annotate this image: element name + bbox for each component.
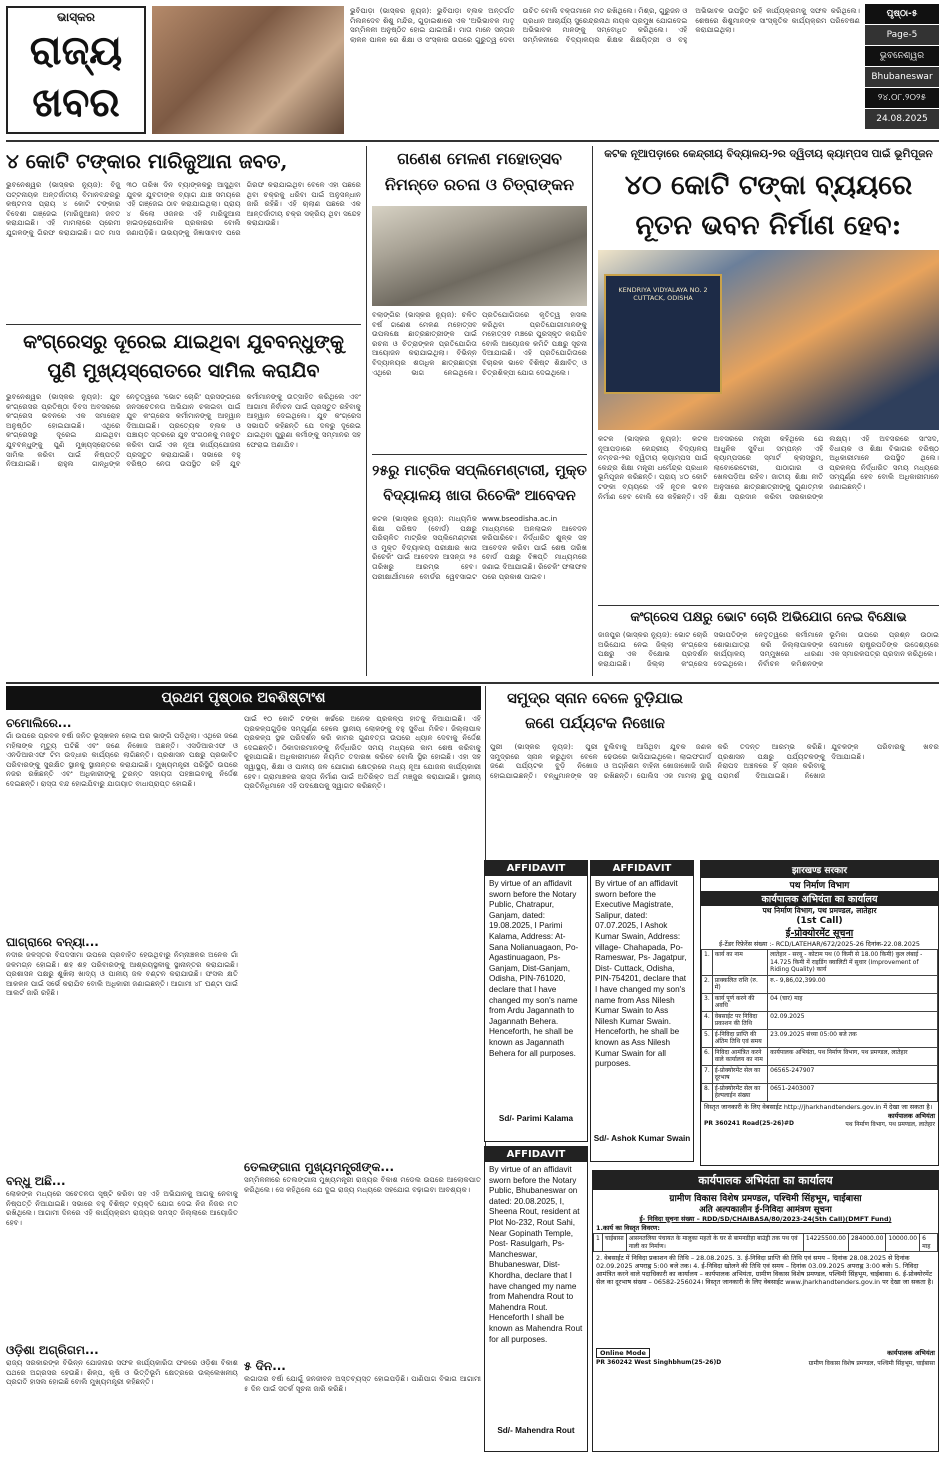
divider [6, 324, 361, 325]
tender-notice-chaibasa [592, 1170, 939, 1452]
table-cell: प्राक्कलित राशि (रु. में) [712, 975, 767, 993]
table-cell: 1. [702, 950, 713, 976]
plaque-line2: CUTTACK, ODISHA [633, 294, 693, 302]
continued-section-banner: ପ୍ରଥମ ପୃଷ୍ଠାର ଅବଶିଷ୍ଟାଂଶ [6, 686, 481, 710]
kv-kicker: କଟକ ନୂଆପଡ଼ାରେ କେନ୍ଦ୍ରୀୟ ବିଦ୍ୟାଳୟ-୨ର ଦ୍ୱିତୀୟ କ୍ୟାମ୍ପସ ପାଇଁ ଭୂମିପୂଜନ [604, 148, 933, 160]
tender2-details-table [593, 1233, 938, 1252]
tourist-missing-headline: ସମୁଦ୍ର ସ୍ନାନ ବେଳେ ବୁଡ଼ିଯାଇ ଜଣେ ପର୍ଯ୍ୟଟକ ନିଖୋଜ [507, 689, 683, 732]
kv-building-headline: ୪୦ କୋଟି ଟଙ୍କା ବ୍ୟୟରେ ନୂତନ ଭବନ ନିର୍ମାଣ ହେବ: [624, 170, 913, 241]
section-divider [6, 682, 939, 684]
table-cell: 02.09.2025 [768, 1011, 938, 1029]
continued-projects-body: ପାଇଁ ୧୦ କୋଟି ଟଙ୍କା ଖର୍ଚ୍ଚରେ ଅନେକ ପ୍ରକଳ୍ପ ହାତକୁ ନିଆଯାଇଛି। ଏହି ପ୍ରକଳ୍ପଗୁଡ଼ିକ ସମ୍ପୂର୍ଣ୍ଣ ହେଲେ ସ୍ଥାନୀୟ ଲୋକଙ୍କୁ ବହୁ ସୁବିଧା ମିଳିବ। ଜିଲ୍ଲାପାଳ ପ୍ରକଳ୍ପ ସ୍ଥଳ ପରିଦର୍ଶନ କରି କାମର ଗୁଣବତ୍ତା ଉପରେ ଧ୍ୟାନ ଦେବାକୁ ନିର୍ଦ୍ଦେଶ ଦେଇଛନ୍ତି। ଠିକାଦାରମାନଙ୍କୁ ନିର୍ଦ୍ଧାରିତ ସମୟ ମଧ୍ୟରେ କାମ ଶେଷ କରିବାକୁ କୁହାଯାଇଛି। ଅଧିକାରୀମାନେ ନିୟମିତ ତଦାରଖ କରିବେ ବୋଲି ସ୍ଥିର ହୋଇଛି। ଏହା ସହ ସ୍ୱାସ୍ଥ୍ୟ, ଶିକ୍ଷା ଓ ପାନୀୟ ଜଳ ଯୋଗାଣ କ୍ଷେତ୍ରରେ ମଧ୍ୟ ନୂଆ ଯୋଜନା କାର୍ଯ୍ୟକାରୀ ହେବ। ଗ୍ରାମାଞ୍ଚଳର ରାସ୍ତା ନିର୍ମାଣ ପାଇଁ ଅତିରିକ୍ତ ଅର୍ଥ ମଞ୍ଜୁର କରାଯାଇଛି। ସ୍ଥାନୀୟ ପ୍ରତିନିଧିମାନେ ଏହି ପଦକ୍ଷେପକୁ ସ୍ୱାଗତ କରିଛନ୍ତି। [244, 714, 481, 791]
table-row [702, 1083, 938, 1101]
table-cell: 6 माह [920, 1234, 938, 1252]
table-cell: ई-प्रोक्योरमेंट सेल का दूरभाष [712, 1065, 767, 1083]
affidavit-signature: Sd/- Parimi Kalama [498, 1114, 574, 1123]
continued-flood-title: ଘାଗ୍ରାରେ ବନ୍ୟା... [6, 935, 99, 949]
continued-friend-body: ଲୋକଙ୍କ ମଧ୍ୟରେ ସଚେତନତା ସୃଷ୍ଟି କରିବା ସହ ଏହି ଅଭିଯାନକୁ ଆଗକୁ ନେବାକୁ ନିଷ୍ପତ୍ତି ନିଆଯାଇଛି। ସଭାରେ ବହୁ ବିଶିଷ୍ଟ ବ୍ୟକ୍ତି ଯୋଗ ଦେଇ ନିଜ ନିଜର ମତ ରଖିଥିଲେ। ଆଗାମୀ ଦିନରେ ଏହି କାର୍ଯ୍ୟକ୍ରମ ରାଜ୍ୟର ସମସ୍ତ ଜିଲ୍ଲାରେ ଆୟୋଜିତ ହେବ। [6, 1189, 238, 1227]
table-cell: कार्य पूर्ण करने की अवधि [712, 993, 767, 1011]
table-cell: वेबसाईट पर निविदा प्रकाशन की तिथि [712, 1011, 767, 1029]
kv-groundbreaking-photo [598, 250, 939, 430]
table-cell: 5. [702, 1029, 713, 1047]
affidavit-signature: Sd/- Mahendra Rout [497, 1426, 575, 1435]
edition-date-en: 24.08.2025 [865, 109, 939, 130]
tender2-pr-number: PR 360242 West Singhbhum(25-26)D [596, 1359, 722, 1366]
table-cell: 04 (चार) माह [768, 993, 938, 1011]
table-row [702, 950, 938, 976]
matric-supplementary-headline: ୨୫ରୁ ମାଟ୍ରିକ ସପ୍ଲିମେଣ୍ଟାରୀ, ମୁକ୍ତ ବିଦ୍ୟାଳୟ ଖାତା ରିଚେକିଂ ଆବେଦନ [372, 462, 587, 504]
tender-call: (1st Call) [796, 916, 843, 926]
tourist-missing-body: ପୁରୀ (ଭାସ୍କର ନ୍ୟୁଜ): ପୁରୀ ସମୁଦ୍ରରେ ସ୍ନାନ କରୁଥିବା ବେଳେ ଜଣେ ପର୍ଯ୍ୟଟକ ବୁଡ଼ି ନିଖୋଜ ହୋଇଯାଇଛନ୍ତି। ବନ୍ଧୁମାନଙ୍କ ସହ ବୁଲିବାକୁ ଆସିଥିବା ଯୁବକ ଜଣକ ଢେଉରେ ଭାସିଯାଇଥିଲେ। ଲାଇଫଗାର୍ଡ ଓ ଅଗ୍ନିଶମ ବାହିନୀ ଖୋଜାଖୋଜି ଜାରି ରଖିଛନ୍ତି। ପୋଲିସ ଏକ ମାମଲା ରୁଜୁ କରି ତଦନ୍ତ ଆରମ୍ଭ କରିଛି। ପ୍ରଶାସନ ପକ୍ଷରୁ ପର୍ଯ୍ୟଟକଙ୍କୁ ନିରାପଦ ଅଞ୍ଚଳରେ ହିଁ ସ୍ନାନ କରିବାକୁ ପରାମର୍ଶ ଦିଆଯାଇଛି। ନିଖୋଜ ଯୁବକଙ୍କ ପରିବାରକୁ ଖବର ଦିଆଯାଇଛି। [490, 742, 939, 780]
logo-title-line2: ଖବର [32, 79, 120, 126]
continued-telangana-body: ସମ୍ମିଳନୀରେ ତେଲଙ୍ଗାନା ମୁଖ୍ୟମନ୍ତ୍ରୀ ରାଜ୍ୟର ବିକାଶ ମଡେଲ ଉପରେ ଆଲୋକପାତ କରିଥିଲେ। ସେ କହିଥିଲେ ଯେ ଦୁଇ ରାଜ୍ୟ ମଧ୍ୟରେ ସହଯୋଗ ବଢ଼ାଇବା ଆବଶ୍ୟକ। [244, 1175, 481, 1194]
tender-division: पथ निर्माण विभाग, पथ प्रमण्डल, लातेहार [762, 906, 877, 915]
table-cell: 3. [702, 993, 713, 1011]
table-cell: 4. [702, 1011, 713, 1029]
tender2-subtitle: 1.कार्य का विस्तृत विवरण: [596, 1224, 660, 1232]
logo-brand: ଭାସ୍କର [57, 10, 95, 24]
tender-footer: विस्तृत जानकारी के लिए वेबसाईट http://jharkhandtenders.gov.in में देखा जा सकता है। [704, 1102, 933, 1111]
tender2-signatory-office: ग्रामीण विकास विशेष प्रमण्डल, पश्चिमी सिंहभूम, चाईबासा [808, 1360, 935, 1367]
table-cell: चाईबासा [602, 1234, 626, 1252]
table-cell: 7. [702, 1065, 713, 1083]
youth-congress-body: ଭୁବନେଶ୍ୱର (ଭାସ୍କର ନ୍ୟୁଜ): ଯୁବ କଂଗ୍ରେସର ପ୍ରତିଷ୍ଠା ଦିବସ ଅବସରରେ କଂଗ୍ରେସ ଭବନରେ ଏକ ସମାରୋହ ଅନୁଷ୍ଠିତ ହୋଇଯାଇଛି। ଏଥିରେ କଂଗ୍ରେସରୁ ଦୂରେଇ ଯାଇଥିବା ଯୁବବନ୍ଧୁଙ୍କୁ ପୁଣି ମୁଖ୍ୟସ୍ରୋତରେ ସାମିଲ କରିବା ପାଇଁ ନିଷ୍ପତ୍ତି ନିଆଯାଇଛି। ରାହୁଲ ଗାନ୍ଧିଙ୍କ ନେତୃତ୍ୱରେ 'ଭୋଟ ଚୋରି' ପ୍ରସଙ୍ଗରେ ଜନସଚେତନତା ଅଭିଯାନ ଚଳାଇବା ପାଇଁ ଯୁବ କଂଗ୍ରେସ କର୍ମୀମାନଙ୍କୁ ଆହ୍ୱାନ ଦିଆଯାଇଛି। ପ୍ରତ୍ୟେକ ବ୍ଲକ ଓ ପଞ୍ଚାୟତ ସ୍ତରରେ ଯୁବ ସଂଗଠନକୁ ମଜବୁତ କରିବା ପାଇଁ ଏକ ନୂଆ କାର୍ଯ୍ୟଯୋଜନା ପ୍ରସ୍ତୁତ କରାଯାଇଛି। ସଭାରେ ବହୁ ବରିଷ୍ଠ ନେତା ଉପସ୍ଥିତ ରହି ଯୁବ କର୍ମୀମାନଙ୍କୁ ଉତ୍ସାହିତ କରିଥିଲେ ଏବଂ ଆଗାମୀ ନିର୍ବାଚନ ପାଇଁ ପ୍ରସ୍ତୁତ ରହିବାକୁ ଆହ୍ୱାନ ଦେଇଥିଲେ। ଯୁବ କଂଗ୍ରେସ ସଭାପତି କହିଛନ୍ତି ଯେ ଦଳରୁ ଦୂରେଇ ଯାଇଥିବା ପୁରୁଣା କର୍ମୀଙ୍କୁ ସମ୍ମାନର ସହ ଫେରାଇ ଅଣାଯିବ। [6, 392, 361, 469]
affidavit-box-3 [484, 1146, 588, 1452]
continued-column-left [6, 714, 238, 1452]
affidavit-text: By virtue of an affidavit sworn before the Notary Public, Chatrapur, Ganjam, dated: 19.08.2025, I Parimi Kalama, Address: At-Sana Nolianuagaon, Po-Agastinuagaon, Ps-Ganjam, Dist-Ganjam, Odisha, PIN-761020, declare that I have changed my son's name from Ardu Jagannath to Jagannath Behera. Henceforth, he shall be known as Jagannath Behera for all purposes. [489, 879, 579, 1058]
table-cell: ई-प्रोक्योरमेंट सेल का हेल्पलाईन संख्या [712, 1083, 767, 1101]
table-cell: कार्य का नाम [712, 950, 767, 976]
continued-odisha-title: ଓଡ଼ିଶା ଅଗ୍ରିଗମ... [6, 1343, 99, 1357]
affidavit-box-1 [484, 860, 588, 1142]
edition-date-or: ୨୪.୦୮.୨୦୨୫ [865, 88, 939, 109]
tender2-notes: 2. वेबसाईट में निविदा प्रकाशन की तिथि – 28.08.2025. 3. ई-निविदा प्राप्ति की तिथि एवं समय – दिनांक 28.08.2025 से दिनांक 02.09.2025 अपराह्न 5:00 बजे तक। 4. ई-निविदा खोलने की तिथि एवं समय – दिनांक 03.09.2025 अपराह्न 3:00 बजे। 5. निविदा आमंत्रित करने वाले पदाधिकारी का कार्यालय – कार्यपालक अभियंता, ग्रामीण विकास विशेष प्रमण्डल, पश्चिमी सिंहभूम, चाईबासा। 6. ई-प्रोक्योरमेंट सेल का दूरभाष संख्या – 06582-256024। विस्तृत जानकारी के लिए वेबसाईट www.jharkhandtenders.gov.in पर देखा जा सकता है। [596, 1254, 934, 1286]
table-row [702, 1047, 938, 1065]
table-cell: रु.- 9,86,02,399.00 [768, 975, 938, 993]
table-cell: कार्यपालक अभियंता, पथ निर्माण विभाग, पथ प्रमण्डल, लातेहार [768, 1047, 938, 1065]
continued-five-days-body: ଲଗାତାର ବର୍ଷା ଯୋଗୁଁ ଜନଜୀବନ ଅସ୍ତବ୍ୟସ୍ତ ହୋଇପଡ଼ିଛି। ପାଣିପାଗ ବିଭାଗ ଆଗାମୀ ୫ ଦିନ ପାଇଁ ସତର୍କ ସୂଚନା ଜାରି କରିଛି। [244, 1374, 481, 1393]
table-cell: आसनतलिया पंचायत के मालुका महतो के घर से बामनडीहा बाउंड्री तक पथ एवं नाली का निर्माण। [626, 1234, 803, 1252]
continued-column-right [244, 714, 481, 1452]
edition-city-en: Bhubaneswar [865, 67, 939, 88]
continued-chamoli-title: ଚମୋଲିରେ... [6, 716, 72, 730]
table-cell: 14225500.00 [803, 1234, 848, 1252]
affidavit-title: AFFIDAVIT [485, 1147, 587, 1162]
top-event-photo [152, 6, 344, 134]
tender-details-table [701, 949, 938, 1102]
divider [598, 605, 939, 606]
tender2-reference: ई- निविदा सूचना संख्या – RDD/SD/CHAIBASA/80/2023-24(5th Call)(DMFT Fund) [639, 1215, 892, 1223]
table-cell: 10000.00 [886, 1234, 920, 1252]
table-row [702, 1065, 938, 1083]
continued-five-days-title: ୫ ଦିନ... [244, 1359, 286, 1373]
marijuana-seizure-headline: ୪ କୋଟି ଟଙ୍କାର ମାରିଜୁଆନା ଜବତ, [6, 149, 288, 173]
column-divider [592, 146, 593, 676]
tender2-signatory: कार्यपालक अभियंता [887, 1349, 935, 1357]
continued-flood-body: ନଦୀର ଜଳସ୍ତର ବିପଦସୀମା ଉପରେ ପ୍ରବାହିତ ହେଉଥିବାରୁ ନିମ୍ନାଞ୍ଚଳର ଅନେକ ଗାଁ ଜଳମଗ୍ନ ହୋଇଛି। ଶହ ଶହ ପରିବାରଙ୍କୁ ଆଶ୍ରୟସ୍ଥଳୀକୁ ସ୍ଥାନାନ୍ତର କରାଯାଇଛି। ପ୍ରଶାସନ ପକ୍ଷରୁ ଶୁଖିଲା ଖାଦ୍ୟ ଓ ପାନୀୟ ଜଳ ବଣ୍ଟନ କରାଯାଉଛି। ଫସଲ କ୍ଷତି ଆକଳନ ପାଇଁ ସର୍ଭେ କରାଯିବ ବୋଲି ଅଧିକାରୀ ଜଣାଇଛନ୍ତି। ଆଗାମୀ ୪୮ ଘଣ୍ଟା ପାଇଁ ଆଲର୍ଟ ଜାରି ରହିଛି। [6, 950, 238, 998]
table-cell: 2. [702, 975, 713, 993]
affidavit-title: AFFIDAVIT [485, 861, 587, 876]
table-cell: निविदा आमंत्रित करने वाले कार्यालय का नाम [712, 1047, 767, 1065]
edition-city-or: ଭୁବନେଶ୍ୱର [865, 46, 939, 67]
continued-friend-title: ବନ୍ଧୁ ଅଛି... [6, 1174, 66, 1188]
ganesh-festival-body: ବଲାଙ୍ଗିର (ଭାସ୍କର ନ୍ୟୁଜ): ଚଳିତ ବର୍ଷ ଗଣେଶ ମେଳଣ ମହୋତ୍ସବ ଉପଲକ୍ଷେ ଛାତ୍ରଛାତ୍ରୀଙ୍କ ପାଇଁ ରଚନା ଓ ଚିତ୍ରାଙ୍କନ ପ୍ରତିଯୋଗିତା ଆୟୋଜନ କରାଯାଇଥିଲା। ବିଭିନ୍ନ ବିଦ୍ୟାଳୟର ଶତାଧିକ ଛାତ୍ରଛାତ୍ରୀ ଏଥିରେ ଭାଗ ନେଇଥିଲେ। ପ୍ରତିଯୋଗିତାରେ କୃତିତ୍ୱ ହାସଲ କରିଥିବା ପ୍ରତିଯୋଗୀମାନଙ୍କୁ ମହୋତ୍ସବ ମଞ୍ଚରେ ପୁରସ୍କୃତ କରାଯିବ ବୋଲି ଆୟୋଜକ କମିଟି ପକ୍ଷରୁ ସୂଚନା ଦିଆଯାଇଛି। ଏହି ପ୍ରତିଯୋଗିତାରେ ବିଚାରକ ଭାବେ ବିଶିଷ୍ଟ ଶିକ୍ଷାବିତ୍ ଓ ଚିତ୍ରଶିଳ୍ପୀ ଯୋଗ ଦେଇଥିଲେ। [372, 310, 587, 377]
column-divider [366, 146, 367, 676]
table-row [702, 975, 938, 993]
competition-photo [372, 206, 587, 306]
tender-notice-latehar [700, 860, 939, 1166]
tender2-office: कार्यपालक अभियंता का कार्यालय [593, 1171, 938, 1190]
table-cell: ई-निविदा प्राप्ति की अंतिम तिथि एवं समय [712, 1029, 767, 1047]
affidavit-text: By virtue of an affidavit sworn before the Notary Public, Bhubaneswar on dated: 20.08.2025, I, Sheena Rout, resident at Plot No-232, Rout Sahi, Near Gopinath Temple, Post- Rasulgarh, Ps- Mancheswar, Bhubaneswar, Dist- Khordha, declare that I have changed my name from Mahendra Rout to Mahendra Rout. Henceforth I shall be known as Mahendra Rout for all purposes. [489, 1165, 583, 1344]
affidavit-box-2 [590, 860, 694, 1162]
table-cell: 8. [702, 1083, 713, 1101]
tender-signatory-office: पथ निर्माण विभाग, पथ प्रमण्डल, लातेहार [845, 1120, 935, 1128]
tender-dept: पथ निर्माण विभाग [789, 881, 850, 891]
tender-pr-number: PR 360241 Road(25-26)#D [704, 1119, 795, 1127]
foundation-plaque [604, 274, 722, 394]
table-cell: 23.09.2025 संध्या 05:00 बजे तक [768, 1029, 938, 1047]
ganesh-festival-headline: ଗଣେଶ ମେଳଣ ମହୋତ୍ସବ ନିମନ୍ତେ ରଚନା ଓ ଚିତ୍ରାଙ୍କନ [384, 149, 575, 194]
table-row [594, 1234, 938, 1252]
vote-theft-protest-headline: କଂଗ୍ରେସ ପକ୍ଷରୁ ଭୋଟ ଚୋରି ଅଭିଯୋଗ ନେଇ ବିକ୍ଷୋଭ [630, 610, 907, 625]
tender-govt: झारखण्ड सरकार [701, 861, 938, 878]
affidavit-title: AFFIDAVIT [591, 861, 693, 876]
tender-notice-title: ई-प्रोक्योरमेंट सूचना [785, 928, 854, 939]
matric-supplementary-body: କଟକ (ଭାସ୍କର ନ୍ୟୁଜ): ମାଧ୍ୟମିକ ଶିକ୍ଷା ପରିଷଦ (ବୋର୍ଡ) ପକ୍ଷରୁ ପରିଚାଳିତ ମାଟ୍ରିକ ସପ୍ଲିମେଣ୍ଟାରୀ ଓ ମୁକ୍ତ ବିଦ୍ୟାଳୟ ପରୀକ୍ଷାର ଖାତା ରିଚେକିଂ ପାଇଁ ଆବେଦନ ଆସନ୍ତା ୨୫ ତାରିଖରୁ ଆରମ୍ଭ ହେବ। ପରୀକ୍ଷାର୍ଥୀମାନେ ବୋର୍ଡର ୱେବସାଇଟ www.bseodisha.ac.in ମାଧ୍ୟମରେ ଅନଲାଇନ ଆବେଦନ କରିପାରିବେ। ନିର୍ଦ୍ଧାରିତ ଶୁଳ୍କ ସହ ଆବେଦନ କରିବା ପାଇଁ ଶେଷ ତାରିଖ ବୋର୍ଡ ପକ୍ଷରୁ ବିଜ୍ଞପ୍ତି ମାଧ୍ୟମରେ ଜଣାଇ ଦିଆଯାଇଛି। ରିଚେକିଂ ଫଳାଫଳ ପରେ ପ୍ରକାଶ ପାଇବ। [372, 514, 587, 581]
youth-congress-headline: କଂଗ୍ରେସରୁ ଦୂରେଇ ଯାଇଥିବା ଯୁବବନ୍ଧୁଙ୍କୁ ପୁଣି ମୁଖ୍ୟସ୍ରୋତରେ ସାମିଲ କରାଯିବ [23, 331, 344, 382]
table-cell: 1 [594, 1234, 603, 1252]
tender2-online-mode: Online Mode [596, 1348, 650, 1358]
tender-reference: ई-टेंडर रिफ़ेरेंस संख्या :- RCD/LATEHAR/672/2025-26 दिनांक-22.08.2025 [719, 940, 920, 948]
masthead-divider [6, 140, 939, 142]
page-number-or: ପୃଷ୍ଠା-୫ [865, 4, 939, 25]
tender-signatory: कार्यपालक अभियंता [887, 1111, 935, 1120]
marijuana-seizure-body: ଭୁବନେଶ୍ୱର (ଭାସ୍କର ନ୍ୟୁଜ): ବିଜୁ ପଟ୍ଟନାୟକ ଅନ୍ତର୍ଜାତୀୟ ବିମାନବନ୍ଦରରୁ କଷ୍ଟମସ ପ୍ରାୟ ୪ କୋଟି ଟଙ୍କାର ବିଦେଶୀ ଗଞ୍ଜେଇ (ମାରିଜୁଆନା) ଜବତ କରାଯାଇଛି। ଏହି ମାମଲାରେ ପ୍ରେମୀ ଯୁଗଳଙ୍କୁ ଗିରଫ କରାଯାଇଛି। ଗତ ମାସ ୩୦ ତାରିଖ ଦିନ ବ୍ୟାଙ୍କକରୁ ଆସୁଥିବା ଯୁବକ ଯୁବତୀଙ୍କ ବ୍ୟାଗ ଯାଞ୍ଚ ସମୟରେ ଏହି ଗଞ୍ଜେଇ ଠାବ କରାଯାଇଥିଲା। ପ୍ରାୟ ୪ କିଲୋ ଓଜନର ଏହି ମାରିଜୁଆନା ହାଇଡ୍ରୋପୋନିକ ପ୍ରକାରର ବୋଲି ଜଣାପଡ଼ିଛି। ଉଭୟଙ୍କୁ ଜିଜ୍ଞାସାବାଦ ପରେ ଗିରଫ କରାଯାଇଥିବା ବେଳେ ଏହା ପଛରେ ଥିବା ଚକ୍ରକୁ ଧରିବା ପାଇଁ ଅନୁସନ୍ଧାନ ଜାରି ରହିଛି। ଏହି ଚାଲାଣ ପଛରେ ଏକ ଆନ୍ତର୍ଜାତୀୟ ଚକ୍ର ସକ୍ରିୟ ଥିବା ସନ୍ଦେହ କରାଯାଉଛି। [6, 180, 361, 237]
continued-chamoli-body: ଗାଁ ଉପରେ ପ୍ରବଳ ବର୍ଷା ଜନିତ ଭୂସ୍ଖଳନ ହୋଇ ଘର ଭାଙ୍ଗି ପଡ଼ିଥିଲା। ଏଥିରେ ଜଣେ ମହିଳାଙ୍କ ମୃତ୍ୟୁ ଘଟିଛି ଏବଂ ଜଣେ ନିଖୋଜ ଅଛନ୍ତି। ଏସଡିଆରଏଫ ଓ ଏନଡିଆରଏଫ ଟିମ ଉଦ୍ଧାର କାର୍ଯ୍ୟରେ ଲାଗିଛନ୍ତି। ପ୍ରଶାସନ ପକ୍ଷରୁ ପ୍ରଭାବିତ ପରିବାରଙ୍କୁ ସୁରକ୍ଷିତ ସ୍ଥାନକୁ ସ୍ଥାନାନ୍ତର କରାଯାଇଛି। ମୁଖ୍ୟମନ୍ତ୍ରୀ ପରିସ୍ଥିତି ଉପରେ ନଜର ରଖିଛନ୍ତି ଏବଂ ଅଧିକାରୀଙ୍କୁ ତୁରନ୍ତ ସହାୟତା ପହଞ୍ଚାଇବାକୁ ନିର୍ଦ୍ଦେଶ ଦେଇଛନ୍ତି। ରାସ୍ତା ବନ୍ଦ ହୋଇଯିବାରୁ ଯାତାୟାତ ବାଧାପ୍ରାପ୍ତ ହୋଇଛି। [6, 731, 238, 788]
page-number-en: Page-5 [865, 25, 939, 46]
vote-theft-protest-body: ଜାଜପୁର (ଭାସ୍କର ନ୍ୟୁଜ): ଭୋଟ ଚୋରି ଅଭିଯୋଗ ନେଇ ଜିଲ୍ଲା କଂଗ୍ରେସ ପକ୍ଷରୁ ଏକ ବିକ୍ଷୋଭ ପ୍ରଦର୍ଶନ କରାଯାଇଛି। ଜିଲ୍ଲା କଂଗ୍ରେସ ସଭାପତିଙ୍କ ନେତୃତ୍ୱରେ କର୍ମୀମାନେ ଶୋଭାଯାତ୍ରା କରି ଜିଲ୍ଲାପାଳଙ୍କ କାର୍ଯ୍ୟାଳୟ ସମ୍ମୁଖରେ ଧାରଣା ଦେଇଥିଲେ। ନିର୍ବାଚନ କମିଶନଙ୍କ ଭୂମିକା ଉପରେ ପ୍ରଶ୍ନ ଉଠାଇ ସେମାନେ ରାଷ୍ଟ୍ରପତିଙ୍କ ଉଦ୍ଦେଶ୍ୟରେ ଏକ ସ୍ମାରକପତ୍ର ପ୍ରଦାନ କରିଥିଲେ। [598, 630, 939, 668]
table-cell: 0651-2403007 [768, 1083, 938, 1101]
table-row [702, 993, 938, 1011]
continued-telangana-title: ତେଲଙ୍ଗାନା ମୁଖ୍ୟମନ୍ତ୍ରୀଙ୍କ... [244, 1160, 395, 1174]
tender2-division: ग्रामीण विकास विशेष प्रमण्डल, पश्चिमी सिंहभूम, चाईबासा [669, 1194, 862, 1204]
page-info-box [865, 4, 939, 132]
table-cell: 6. [702, 1047, 713, 1065]
plaque-line1: KENDRIYA VIDYALAYA NO. 2 [618, 286, 708, 294]
masthead-logo [6, 6, 146, 134]
table-cell: 06565-247907 [768, 1065, 938, 1083]
affidavit-text: By virtue of an affidavit sworn before the Executive Magistrate, Salipur, dated: 07.07.2025, I Ashok Kumar Swain, Address: village- Chahapada, Po- Rameswar, Ps- Jagatpur, Dist- Cuttack, Odisha, PIN-754201, declare that I have changed my son's name from Ass Nilesh Kumar Swain to Ass Nilesh Kumar Swain. Henceforth, he shall be known as Ass Nilesh Kumar Swain for all purposes. [595, 879, 687, 1069]
top-story-text: ଭୁବିପାଡ଼ା (ଭାସ୍କର ନ୍ୟୁଜ): ଭୁବିପାଡ଼ା ବ୍ଲକ ଅନ୍ତର୍ଗତ ମିଲନଦେବ ଶିଶୁ ମନ୍ଦିର, ଗୁଡ଼ାଇଶାରେ ଏକ 'ଅଭିଭାବକ ମାତୃ ସମ୍ମିଳନୀ ଅନୁଷ୍ଠିତ ହୋଇ ଯାଇଅଛି। ମାତା ମାନେ ସନ୍ତାନ ଲାଳନ ପାଳନ ରେ ଶିକ୍ଷା ଓ ସଂସ୍କାର ଉପରେ ଗୁରୁତ୍ୱ ଦେବା ଉଚିତ ବୋଲି ବକ୍ତାମାନେ ମତ ରଖିଥିଲେ। ମିଶ୍ର, ଗୁରୁଜନ ଓ ପ୍ରଧାନ ଆଚାର୍ଯ୍ୟ ସୁରେନ୍ଦ୍ରନାଥ ନାୟକ ପ୍ରମୁଖ ଯୋଗଦେଇ ଅଭିଭାବକ ମାନଙ୍କୁ ସମ୍ବୋଧିତ କରିଥିଲେ। ଏହି ସମ୍ମିଳନୀରେ ବିଦ୍ୟାଳୟର ଶିକ୍ଷକ ଶିକ୍ଷୟିତ୍ରୀ ଓ ବହୁ ଅଭିଭାବକ ଉପସ୍ଥିତ ରହି କାର୍ଯ୍ୟକ୍ରମକୁ ସଫଳ କରିଥିଲେ। ଶେଷରେ ଶିଶୁମାନଙ୍କ ସାଂସ୍କୃତିକ କାର୍ଯ୍ୟକ୍ରମ ପରିବେଷଣ କରାଯାଇଥିଲା। [350, 6, 860, 44]
affidavit-signature: Sd/- Ashok Kumar Swain [593, 1134, 691, 1143]
divider [372, 454, 587, 455]
tender-office: कार्यपालक अभियंता का कार्यालय [701, 891, 938, 906]
tender2-notice-title: अति अल्पकालीन ई-निविदा आमंत्रण सूचना [699, 1205, 832, 1215]
table-cell: लातेहार - सरयू - कोटाम पथ (0 किमी से 18.00 किमी) कुल लंबाई - 14.725 किमी में राइडिंग क्वालिटी में सुधार (Improvement of Riding Quality) कार्य [768, 950, 938, 976]
table-row [702, 1011, 938, 1029]
kv-building-body: କଟକ (ଭାସ୍କର ନ୍ୟୁଜ): କଟକ ନୂଆପଡ଼ାରେ କେନ୍ଦ୍ରୀୟ ବିଦ୍ୟାଳୟ ନମ୍ବର-୨ର ଦ୍ୱିତୀୟ କ୍ୟାମ୍ପସ ପାଇଁ କେନ୍ଦ୍ର ଶିକ୍ଷା ମନ୍ତ୍ରୀ ଧର୍ମେନ୍ଦ୍ର ପ୍ରଧାନ ଭୂମିପୂଜନ କରିଛନ୍ତି। ପ୍ରାୟ ୪୦ କୋଟି ଟଙ୍କା ବ୍ୟୟରେ ଏହି ନୂତନ ଭବନ ନିର୍ମାଣ ହେବ ବୋଲି ସେ କହିଛନ୍ତି। ଏହି ଅବସରରେ ମନ୍ତ୍ରୀ କହିଥିଲେ ଯେ ଆଧୁନିକ ସୁବିଧା ସମ୍ପନ୍ନ ଏହି କ୍ୟାମ୍ପସରେ ସ୍ମାର୍ଟ କ୍ଲାସରୁମ, ଲାବୋରେଟୋରୀ, ପାଠାଗାର ଓ ଖେଳପଡ଼ିଆ ରହିବ। ଜାତୀୟ ଶିକ୍ଷା ନୀତି ଅନୁସାରେ ଛାତ୍ରଛାତ୍ରୀଙ୍କୁ ଗୁଣାତ୍ମକ ଶିକ୍ଷା ପ୍ରଦାନ କରିବା ସରକାରଙ୍କ ଲକ୍ଷ୍ୟ। ଏହି ଅବସରରେ ସାଂସଦ, ବିଧାୟକ ଓ ଶିକ୍ଷା ବିଭାଗର ବରିଷ୍ଠ ଅଧିକାରୀମାନେ ଉପସ୍ଥିତ ଥିଲେ। ପ୍ରକଳ୍ପ ନିର୍ଦ୍ଧାରିତ ସମୟ ମଧ୍ୟରେ ସମ୍ପୂର୍ଣ୍ଣ ହେବ ବୋଲି ଅଧିକାରୀମାନେ ଜଣାଇଛନ୍ତି। [598, 434, 939, 501]
continued-odisha-body: ରାଜ୍ୟ ସରକାରଙ୍କ ବିଭିନ୍ନ ଯୋଜନାର ସଫଳ କାର୍ଯ୍ୟକାରିତା ଫଳରେ ଓଡ଼ିଶା ବିକାଶ ପଥରେ ଅଗ୍ରସର ହେଉଛି। ଶିଳ୍ପ, କୃଷି ଓ ଭିତ୍ତିଭୂମି କ୍ଷେତ୍ରରେ ଉଲ୍ଲେଖନୀୟ ପ୍ରଗତି ହାସଲ ହୋଇଛି ବୋଲି ମୁଖ୍ୟମନ୍ତ୍ରୀ କହିଛନ୍ତି। [6, 1358, 238, 1387]
table-row [702, 1029, 938, 1047]
logo-title-line1: ରାଜ୍ୟ [29, 27, 123, 74]
table-cell: 284000.00 [848, 1234, 885, 1252]
